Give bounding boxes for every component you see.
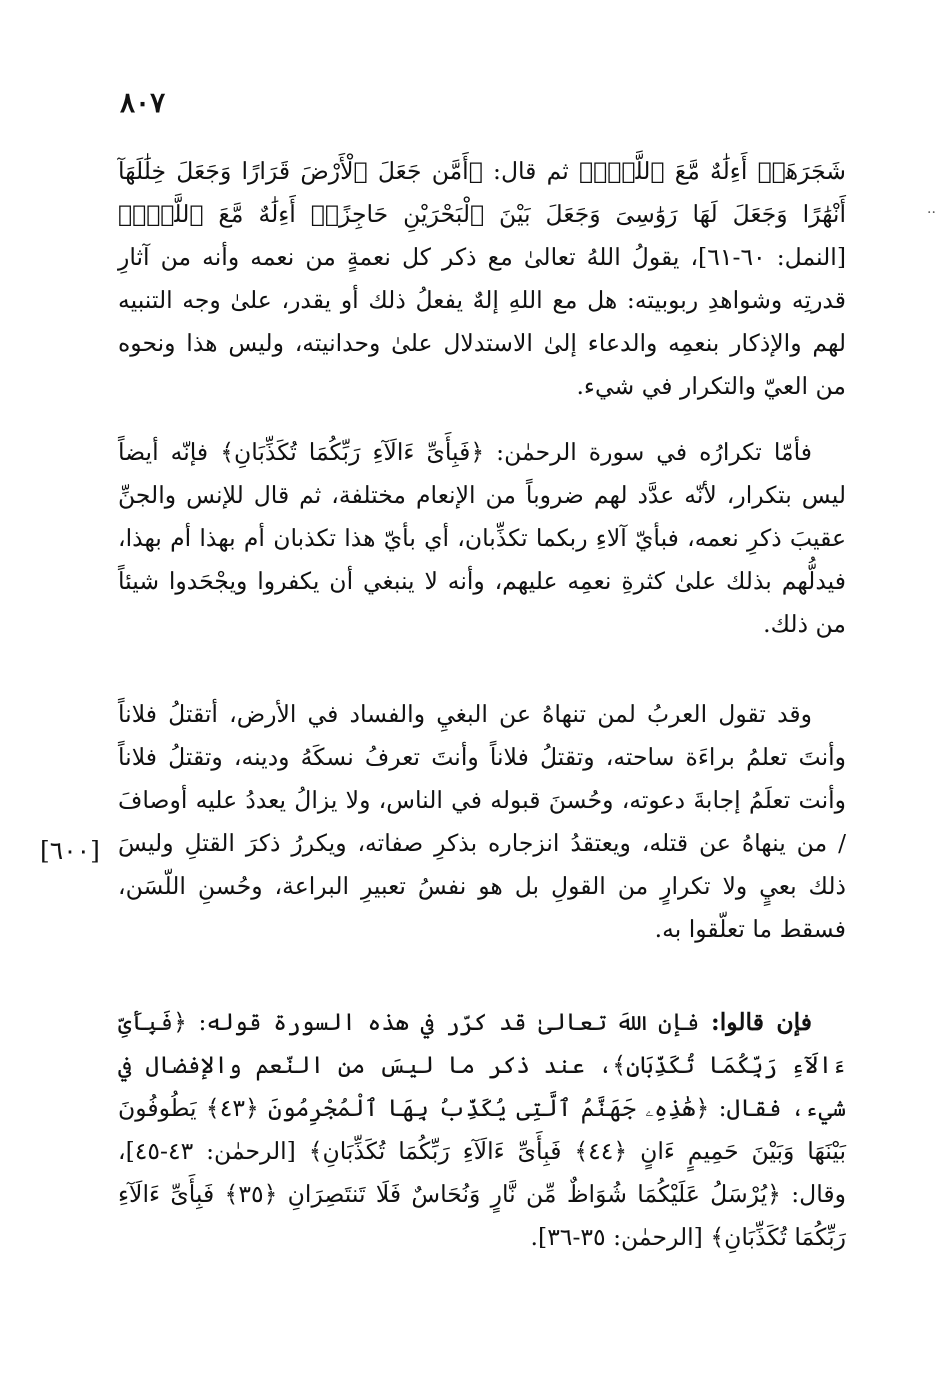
margin-mark: ··: [927, 205, 936, 221]
paragraph-4: [118, 1001, 847, 1251]
body-text: [118, 150, 847, 1251]
paragraph-3-text: وقد تقول العربُ لمن تنهاهُ عن البغيِ والفساد في الأرض، أتقتلُ فلاناً وأنتَ تعلمُ براءَة ساحته، وتقتلُ فلاناً وأنتَ تعرفُ نسكَهُ ودينه، وتقتلُ فلاناً وأنت تعلَمُ إجابةَ دعوته، وحُسنَ قبوله في الناس، ولا يزالُ يعددُ عليه أوصافَ / من ينهاهُ عن قتله، ويعتقدُ انزجاره بذكرِ صفاته، ويكررُ ذكرَ القتلِ وليسَ ذلك بعيٍ ولا تكرارٍ من القولِ بل هو نفسُ تعبيرِ البراعة، وحُسنِ اللّسَن، فسقط ما تعلّقوا به.: [118, 700, 846, 943]
paragraph-1-text: شَجَرَهَآۗ أَءِلَٰهٌ مَّعَ ٱللَّهِۚ﴾ ثم قال: ﴿أَمَّن جَعَلَ ٱلْأَرْضَ قَرَارًا وَجَعَلَ خِلَٰلَهَآ أَنْهَٰرًا وَجَعَلَ لَهَا رَوَٰسِىَ وَجَعَلَ بَيْنَ ٱلْبَحْرَيْنِ حَاجِزًاۗ أَءِلَٰهٌ مَّعَ ٱللَّهِۚ﴾ [النمل: ٦٠-٦١]، يقولُ اللهُ تعالىٰ مع ذكر كل نعمةٍ من نعمه وأنه من آثارِ قدرتِه وشواهدِ ربوبيته: هل مع اللهِ إلهٌ يفعلُ ذلك أو يقدر، علىٰ وجه التنبيه لهم والإذكار بنعمِه والدعاء إلىٰ الاستدلال علىٰ وحدانيته، وليس هذا ونحوه من العيّ والتكرار في شيء.: [118, 157, 846, 400]
paragraph-3: [118, 693, 846, 957]
page-number: ٨٠٧: [120, 86, 166, 119]
paragraph-2-text: فأمّا تكرارُه في سورة الرحمٰن: ﴿فَبِأَىِّ ءَالَآءِ رَبِّكُمَا تُكَذِّبَانِ﴾ فإنّه أيضاً ليس بتكرار، لأنّه عدَّد لهم ضروباً من الإنعام مختلفة، ثم قال للإنس والجنِّ عقيبَ ذكرِ نعمه، فبأيّ آلاءِ ربكما تكذِّبان، أي بأيّ هذا تكذبان أم بهذا أم بهذا، فيدلُّهم بذلك علىٰ كثرةِ نعمِه عليهم، وأنه لا ينبغي أن يكفروا ويجْحَدوا شيئاً من ذلك.: [118, 438, 846, 638]
paragraph-4-lead: فإن قالوا:: [711, 1008, 813, 1036]
paragraph-1: [118, 150, 846, 400]
paragraph-2: [118, 431, 846, 651]
paragraph-4-text: فإن اللهَ تعالىٰ قد كرّر في هذه السورة قوله: ﴿فَبِأَىِّ ءَالَآءِ رَبِّكُمَا تُكَذِّبَانِ﴾، عند ذكر ما ليسَ من النّعم والإفضال في شيء، فقال: ﴿هَٰذِهِۦ جَهَنَّمُ ٱلَّتِى يُكَذِّبُ بِهَا ٱلْمُجْرِمُونَ ﴿٤٣﴾ يَطُوفُونَ بَيْنَهَا وَبَيْنَ حَمِيمٍ ءَانٍ ﴿٤٤﴾ فَبِأَىِّ ءَالَآءِ رَبِّكُمَا تُكَذِّبَانِ﴾ [الرحمٰن: ٤٣-٤٥]، وقال: ﴿يُرْسَلُ عَلَيْكُمَا شُوَاظٌ مِّن نَّارٍ وَنُحَاسٌ فَلَا تَنتَصِرَانِ ﴿٣٥﴾ فَبِأَىِّ ءَالَآءِ رَبِّكُمَا تُكَذِّبَانِ﴾ [الرحمٰن: ٣٥-٣٦].: [118, 1008, 847, 1251]
manuscript-page-reference: [٦٠٠]: [40, 836, 100, 865]
